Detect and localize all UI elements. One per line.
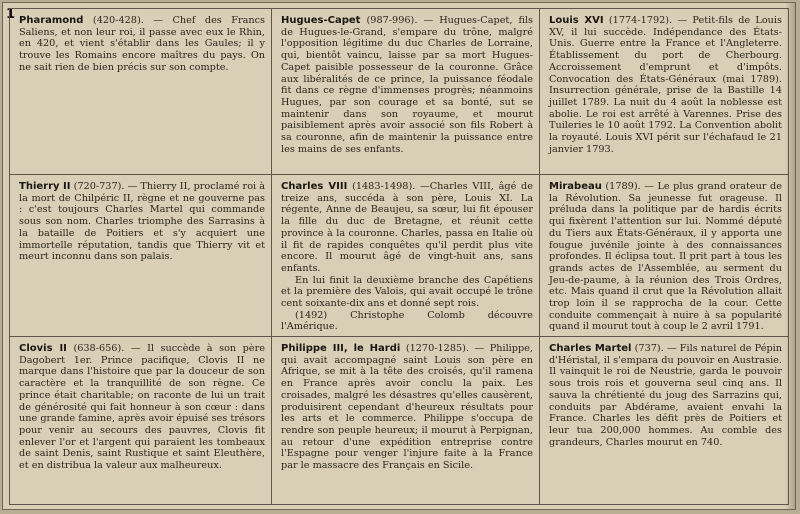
entry-name: Charles VIII (281, 181, 348, 192)
document-sheet (2, 2, 796, 510)
entry-name: Charles Martel (549, 343, 632, 354)
cell-pharamond (10, 9, 272, 175)
entry-name: Clovis II (19, 343, 67, 354)
entry-dates: (1789). (605, 181, 641, 192)
history-grid (9, 8, 789, 505)
entry-paragraph: (1492) Christophe Colomb découvre l'Amérique. (281, 309, 533, 333)
entry-text (19, 343, 265, 472)
entry-text (19, 15, 265, 74)
cell-hugues-capet (272, 9, 540, 175)
cell-philippe-iii (272, 337, 540, 504)
entry-text (549, 181, 782, 333)
entry-name: Philippe III, le Hardi (281, 343, 401, 354)
entry-name: Louis XVI (549, 15, 604, 26)
entry-paragraph: En lui finit la deuxième branche des Capétiens et la première des Valois, qui avait occupé le trône cent soixante-dix ans et donné sept rois. (281, 274, 533, 310)
entry-body: — Thierry II, proclamé roi à la mort de Chilpéric II, règne et ne gouverne pas : c'est toujours Charles Martel qui commande sous son nom. Charles triomphe des Sarrasins à la bataille de Poitiers et s'y acquiert une immortelle réputation, tandis que Thierry vit et meurt inconnu dans son palais. (19, 181, 265, 263)
page-edge-shadow (785, 3, 795, 509)
entry-body: — Fils naturel de Pépin d'Héristal, il s'empara du pouvoir en Austrasie. Il vainquit le roi de Neustrie, garda le pouvoir sous trois rois et gouverna seul cinq ans. Il sauva la chrétienté du joug des Sarrazins qui, conduits par Abdérame, avaient envahi la France. Charles les défit près de Poitiers et leur tua 200,000 hommes. Au comble des grandeurs, Charles mourut en 740. (549, 343, 782, 448)
entry-body: — Hugues-Capet, fils de Hugues-le-Grand, s'empare du trône, malgré l'opposition légitime du duc Charles de Lorraine, qui, bientôt vaincu, laisse par sa mort Hugues-Capet paisible possesseur de la couronne. Grâce aux libéralités de ce prince, la puissance féodale fit dans ce règne d'immenses progrès; néanmoins Hugues, par son courage et sa bonté, sut se maintenir dans son royaume, et mourut paisiblement après avoir associé son fils Robert à sa couronne, afin de maintenir la puissance entre les mains de ses enfants. (281, 15, 533, 155)
entry-body: — Chef des Francs Saliens, et non leur roi, il passe avec eux le Rhin, en 420, et vient s'établir dans les Gaules; il y trouve les Romains encore maîtres du pays. On ne sait rien de bien précis sur son compte. (19, 15, 265, 73)
entry-text (19, 181, 265, 263)
entry-body: — Le plus grand orateur de la Révolution. Sa jeunesse fut orageuse. Il préluda dans la politique par de hardis écrits qui fixèrent l'attention sur lui. Nommé député du Tiers aux États-Généraux, il y apporta une fougue juvénile jointe à des connaissances profondes. Il éclipsa tout. Il prit part à tous les grands actes de l'Assemblée, au serment du Jeu-de-paume, à la réunion des Trois Ordres, etc. Mais quand il crut que la Révolution allait trop loin il se rapprocha de la cour. Cette conduite commençait à nuire à sa popularité quand il mourut tout à coup le 2 avril 1791. (549, 181, 782, 333)
entry-body: — Philippe, qui avait accompagné saint Louis son père en Afrique, se mit à la tête des croisés, qu'il ramena en France après avoir conclu la paix. Les croisades, malgré les désastres qu'elles causèrent, produisirent cependant d'heureux résultats pour les arts et le commerce. Philippe s'occupa de rendre son peuple heureux; il mourut à Perpignan, au retour d'une expédition entreprise contre l'Espagne pour venger l'injure faite à la France par le massacre des Français en Sicile. (281, 343, 533, 472)
entry-body: —Charles VIII, âgé de treize ans, succéda à son père, Louis XI. La régente, Anne de Beaujeu, sa sœur, lui fit épouser la fille du duc de Bretagne, et réunit cette province à la couronne. Charles, passa en Italie où il fit de rapides conquêtes qu'il perdit plus vite encore. Il mourut âgé de vingt-huit ans, sans enfants. (281, 181, 533, 274)
entry-text (281, 181, 533, 275)
entry-text (281, 15, 533, 155)
entry-dates: (638-656). (73, 343, 125, 354)
cell-charles-martel (540, 337, 788, 504)
entry-dates: (987-996). (366, 15, 418, 26)
cell-charles-viii (272, 175, 540, 337)
entry-text (549, 15, 782, 155)
number-mark: 1 (6, 7, 16, 22)
cell-thierry-ii (10, 175, 272, 337)
cell-louis-xvi (540, 9, 788, 175)
entry-name: Mirabeau (549, 181, 602, 192)
entry-name: Pharamond (19, 15, 84, 26)
entry-dates: (1270-1285). (405, 343, 470, 354)
entry-dates: (737). (634, 343, 664, 354)
entry-body: — Petit-fils de Louis XV, il lui succède. Indépendance des États-Unis. Guerre entre la France et l'Angleterre. Établissement du port de Cherbourg. Accroissement d'emprunt et d'impôts. Convocation des États-Généraux (mai 1789). Insurrection générale, prise de la Bastille 14 juillet 1789. La nuit du 4 août la noblesse est abolie. Le roi est arrêté à Varennes. Prise des Tuileries le 10 août 1792. La Convention abolit la royauté. Louis XVI périt sur l'échafaud le 21 janvier 1793. (549, 15, 782, 155)
entry-body: — Il succède à son père Dagobert 1er. Prince pacifique, Clovis II ne marque dans l'histoire que par la douceur de son caractère et la tranquillité de son règne. Ce prince était charitable; on raconte de lui un trait de générosité qui fait honneur à son cœur : dans une grande famine, après avoir épuisé ses trésors pour venir au secours des pauvres, Clovis fit enlever l'or et l'argent qui paraient les tombeaux de saint Denis, saint Rustique et saint Eleuthère, et en distribua la valeur aux malheureux. (19, 343, 265, 472)
entry-dates: (1774-1792). (608, 15, 673, 26)
cell-mirabeau (540, 175, 788, 337)
entry-name: Thierry II (19, 181, 71, 192)
entry-dates: (420-428). (92, 15, 144, 26)
entry-dates: (1483-1498). (352, 181, 416, 192)
entry-dates: (720-737). (73, 181, 125, 192)
entry-name: Hugues-Capet (281, 15, 361, 26)
entry-text (281, 343, 533, 472)
cell-clovis-ii (10, 337, 272, 504)
entry-text (549, 343, 782, 448)
